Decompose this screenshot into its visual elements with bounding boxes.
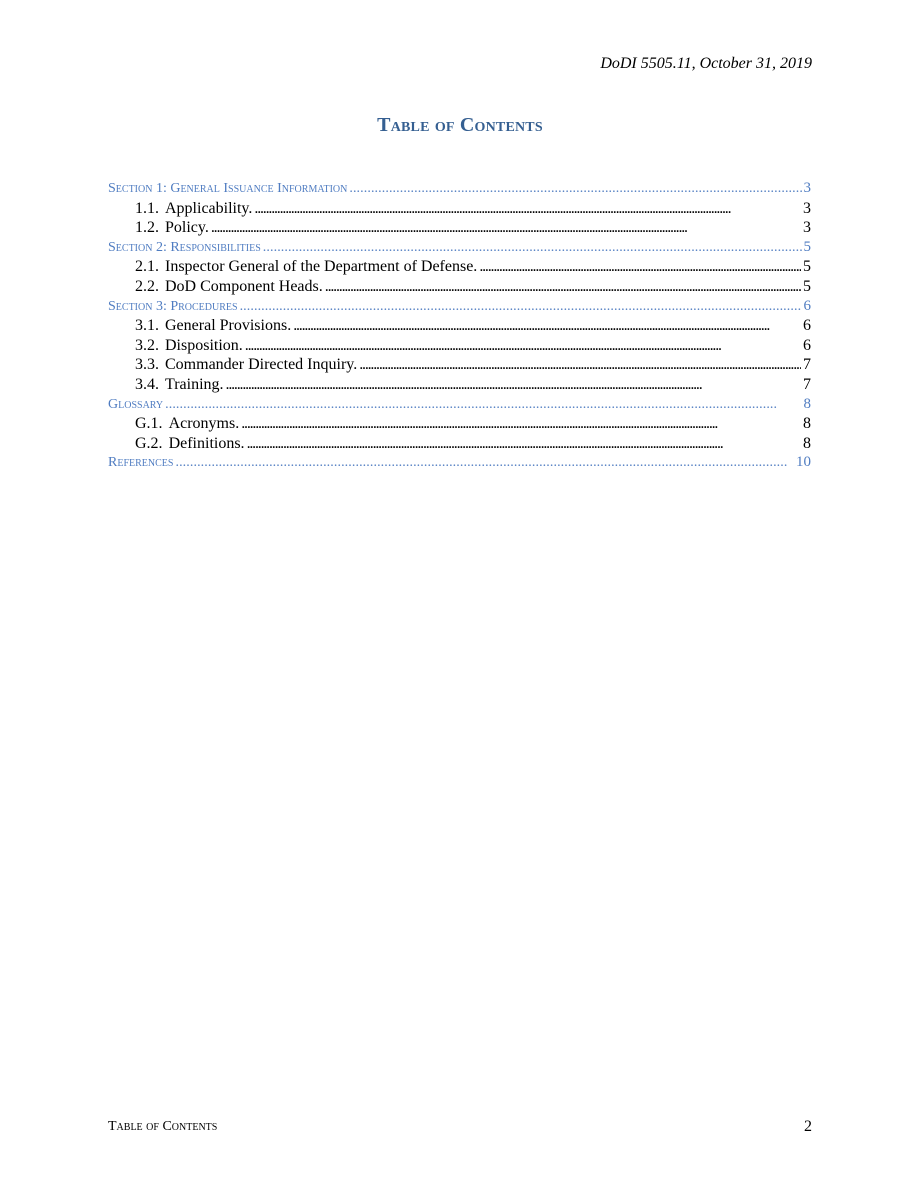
dot-leader bbox=[293, 316, 801, 336]
toc-entry-label: Commander Directed Inquiry. bbox=[165, 356, 358, 374]
toc-entry-number: 3.4. bbox=[135, 375, 159, 393]
toc-entry-label: Section 1: General Issuance Information bbox=[108, 181, 348, 196]
toc-page-number: 5 bbox=[803, 238, 811, 255]
toc-entry-link[interactable] bbox=[108, 277, 811, 297]
toc-page-number: 8 bbox=[803, 395, 811, 412]
toc-page-number: 7 bbox=[803, 375, 811, 393]
toc-section-link[interactable] bbox=[108, 297, 811, 317]
toc-entry-link[interactable] bbox=[108, 218, 811, 238]
toc-entry-label: DoD Component Heads. bbox=[165, 277, 323, 295]
toc-entry-number: G.2. bbox=[135, 434, 163, 452]
dot-leader bbox=[325, 277, 801, 297]
toc-entry-link[interactable] bbox=[108, 434, 811, 454]
toc-entry-label: Disposition. bbox=[165, 336, 243, 354]
toc-entry-link[interactable] bbox=[108, 316, 811, 336]
dot-leader bbox=[263, 238, 802, 258]
dot-leader bbox=[254, 199, 801, 219]
toc-entry-link[interactable] bbox=[108, 257, 811, 277]
toc-page-number: 7 bbox=[803, 356, 811, 374]
toc-entry-label: Acronyms. bbox=[168, 415, 240, 433]
toc-entry-label: Section 3: Procedures bbox=[108, 298, 238, 314]
toc-entry-label: Glossary bbox=[108, 396, 164, 412]
dot-leader bbox=[359, 355, 801, 375]
footer-page-number: 2 bbox=[804, 1118, 812, 1135]
dot-leader bbox=[240, 297, 802, 317]
toc-entry-link[interactable] bbox=[108, 375, 811, 395]
dot-leader bbox=[349, 179, 801, 199]
toc-entry-link[interactable] bbox=[108, 336, 811, 356]
toc-entry-number: G.1. bbox=[135, 415, 163, 433]
toc-page-number: 6 bbox=[803, 297, 811, 314]
toc-page-number: 3 bbox=[803, 219, 811, 237]
dot-leader bbox=[245, 336, 801, 356]
toc-entry-number: 3.2. bbox=[135, 336, 159, 354]
toc-page-number: 6 bbox=[803, 336, 811, 354]
toc-entry-number: 3.1. bbox=[135, 317, 159, 335]
toc-entry-number: 2.2. bbox=[135, 277, 159, 295]
toc-section-link[interactable] bbox=[108, 395, 811, 415]
page-title: Table of Contents bbox=[377, 114, 543, 136]
toc-page-number: 3 bbox=[803, 199, 811, 217]
toc-entry-label: General Provisions. bbox=[165, 317, 292, 335]
toc-entry-number: 3.3. bbox=[135, 356, 159, 374]
dot-leader bbox=[241, 414, 801, 434]
toc-entry-label: References bbox=[108, 455, 174, 471]
toc-page-number: 5 bbox=[803, 277, 811, 295]
toc-page-number: 8 bbox=[803, 415, 811, 433]
toc-entry-number: 1.1. bbox=[135, 199, 159, 217]
table-of-contents bbox=[108, 179, 811, 473]
toc-entry-link[interactable] bbox=[108, 355, 811, 375]
dot-leader bbox=[226, 375, 801, 395]
dot-leader bbox=[247, 434, 801, 454]
dot-leader bbox=[479, 257, 801, 277]
toc-page-number: 3 bbox=[803, 180, 811, 196]
toc-entry-label: Inspector General of the Department of Defense. bbox=[165, 258, 478, 276]
toc-entry-link[interactable] bbox=[108, 414, 811, 434]
toc-page-number: 10 bbox=[796, 454, 811, 471]
toc-section-link[interactable] bbox=[108, 453, 811, 473]
toc-entry-label: Applicability. bbox=[165, 199, 253, 217]
toc-page-number: 8 bbox=[803, 434, 811, 452]
toc-entry-label: Definitions. bbox=[168, 434, 245, 452]
document-reference: DoDI 5505.11, October 31, 2019 bbox=[600, 55, 812, 72]
toc-page-number: 6 bbox=[803, 317, 811, 335]
toc-entry-label: Training. bbox=[165, 375, 224, 393]
toc-entry-number: 2.1. bbox=[135, 258, 159, 276]
dot-leader bbox=[175, 453, 794, 473]
dot-leader bbox=[211, 218, 801, 238]
toc-section-link[interactable] bbox=[108, 238, 811, 258]
toc-entry-label: Section 2: Responsibilities bbox=[108, 239, 261, 255]
footer-section-label: Table of Contents bbox=[108, 1119, 218, 1134]
toc-entry-label: Policy. bbox=[165, 219, 209, 237]
toc-entry-number: 1.2. bbox=[135, 219, 159, 237]
toc-page-number: 5 bbox=[803, 258, 811, 276]
dot-leader bbox=[165, 395, 801, 415]
toc-entry-link[interactable] bbox=[108, 199, 811, 219]
toc-section-link[interactable] bbox=[108, 179, 811, 199]
